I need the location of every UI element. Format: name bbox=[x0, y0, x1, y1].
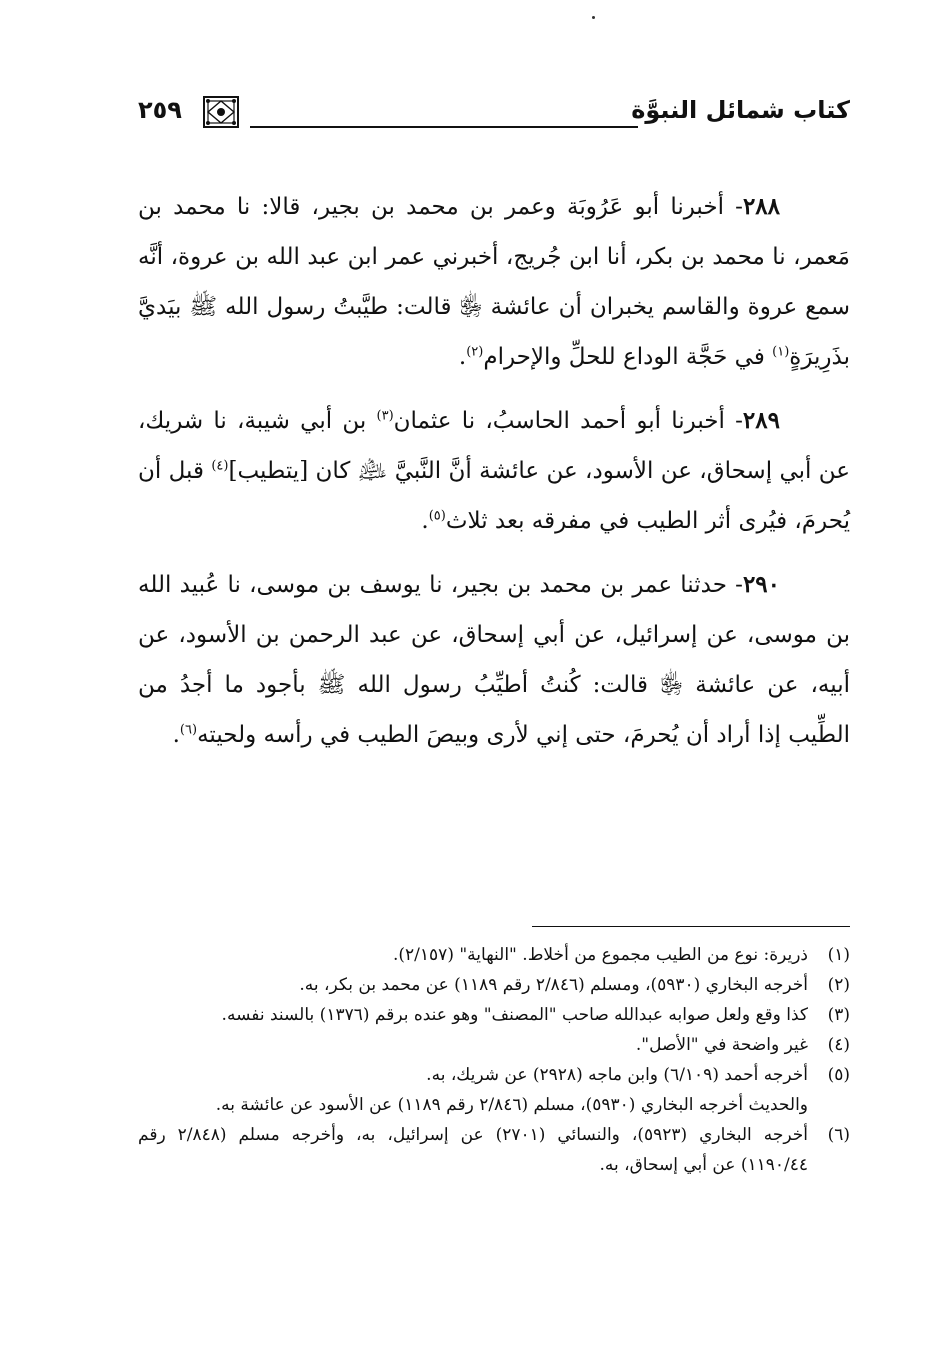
footnote bbox=[138, 1060, 850, 1090]
footnote-ref: (٦) bbox=[179, 722, 198, 738]
paragraph-text: - حدثنا عمر بن محمد بن بجير، نا يوسف بن موسى، نا عُبيد الله بن موسى، عن إسرائيل، عن أبي إسحاق، عن عبد الرحمن بن الأسود، عن أبيه، عن عائشة ﵂ قالت: كُنتُ أطيِّبُ رسول الله ﷺ بأجود ما أجدُ من الطِّيب إذا أراد أن يُحرمَ، حتى إني لأرى وبيصَ الطيب في رأسه ولحيته bbox=[138, 572, 850, 748]
speck-mark bbox=[592, 16, 595, 19]
footnote bbox=[138, 940, 850, 970]
footnote-text: غير واضحة في "الأصل". bbox=[635, 1035, 808, 1055]
footnote-text: أخرجه البخاري (٥٩٢٣)، والنسائي (٢٧٠١) عن إسرائيل، به، وأخرجه مسلم (٢/٨٤٨ رقم ١١٩٠/٤٤) عن أبي إسحاق، به. bbox=[138, 1125, 808, 1175]
page-header bbox=[138, 88, 850, 136]
main-text bbox=[138, 182, 850, 774]
hadith-number: ٢٨٨ bbox=[742, 193, 780, 220]
paragraph-text: قبل أن يُحرمَ، فيُرى أثر الطيب في مفرقه بعد ثلاث bbox=[138, 458, 850, 534]
footnote-marker: (٤) bbox=[827, 1035, 850, 1055]
hadith-number: ٢٨٩ bbox=[742, 407, 780, 434]
footnote-ref: (٢) bbox=[466, 344, 484, 360]
paragraph-text: - أخبرنا أبو أحمد الحاسبُ، نا عثمان bbox=[393, 408, 743, 434]
footnote-ref: (٤) bbox=[211, 458, 229, 474]
footnotes bbox=[138, 940, 850, 1180]
paragraph-text: . bbox=[172, 722, 180, 748]
footnote-continuation: والحديث أخرجه البخاري (٥٩٣٠)، مسلم (٢/٨٤٦ رقم ١١٨٩) عن الأسود عن عائشة به. bbox=[215, 1095, 808, 1115]
footnote-ref: (٣) bbox=[376, 408, 394, 424]
footnote-text: كذا وقع ولعل صوابه عبدالله صاحب "المصنف" وهو عنده برقم (١٣٧٦) بالسند نفسه. bbox=[221, 1005, 808, 1025]
footnote bbox=[138, 1120, 850, 1180]
footnote-marker: (٥) bbox=[827, 1065, 850, 1085]
footnote-marker: (٦) bbox=[827, 1125, 850, 1145]
paragraph-text: . bbox=[421, 508, 429, 534]
footnote-text: ذريرة: نوع من الطيب مجموع من أخلاط. "النهاية" (٢/١٥٧). bbox=[393, 945, 808, 965]
footnote-text: أخرجه البخاري (٥٩٣٠)، ومسلم (٢/٨٤٦ رقم ١١٨٩) عن محمد بن بكر، به. bbox=[299, 975, 808, 995]
running-title: كتاب شمائل النبوَّة bbox=[631, 96, 850, 124]
footnote bbox=[138, 1000, 850, 1030]
footnote-ref: (٥) bbox=[428, 508, 446, 524]
footnote-marker: (٢) bbox=[827, 975, 850, 995]
footnote-marker: (١) bbox=[827, 945, 850, 965]
hadith-paragraph bbox=[138, 560, 850, 760]
footnote-text: أخرجه أحمد (٦/١٠٩) وابن ماجه (٢٩٢٨) عن شريك، به. bbox=[426, 1065, 808, 1085]
footnote bbox=[138, 970, 850, 1000]
hadith-number: ٢٩٠ bbox=[742, 571, 780, 598]
paragraph-text: في حَجَّة الوداع للحلِّ والإحرام bbox=[483, 344, 773, 370]
page-number: ٢٥٩ bbox=[138, 96, 182, 124]
footnote-separator bbox=[532, 926, 850, 927]
header-rule bbox=[250, 126, 638, 128]
paragraph-text: بن أبي شيبة، نا شريك، عن أبي إسحاق، عن الأسود، عن عائشة أنَّ النَّبيَّ ﵇ كان [يتطيب] bbox=[138, 408, 850, 484]
paragraph-text: . bbox=[458, 344, 467, 370]
hadith-paragraph bbox=[138, 182, 850, 382]
footnote-marker: (٣) bbox=[827, 1005, 850, 1025]
paragraph-text: - أخبرنا أبو عَرُوبَة وعمر بن محمد بن بجير، قالا: نا محمد بن مَعمر، نا محمد بن بكر، أنا ابن جُريج، أخبرني عمر ابن عبد الله بن عروة، أنَّه سمع عروة والقاسم يخبران أن عائشة ﵂ قالت: طيَّبتُ رسول الله ﷺ بيَديَّ بذَرِيرَةٍ bbox=[138, 194, 850, 370]
octagonal-ornament-icon bbox=[200, 94, 242, 130]
hadith-paragraph bbox=[138, 396, 850, 546]
footnote bbox=[138, 1030, 850, 1060]
footnote-ref: (١) bbox=[772, 344, 790, 360]
